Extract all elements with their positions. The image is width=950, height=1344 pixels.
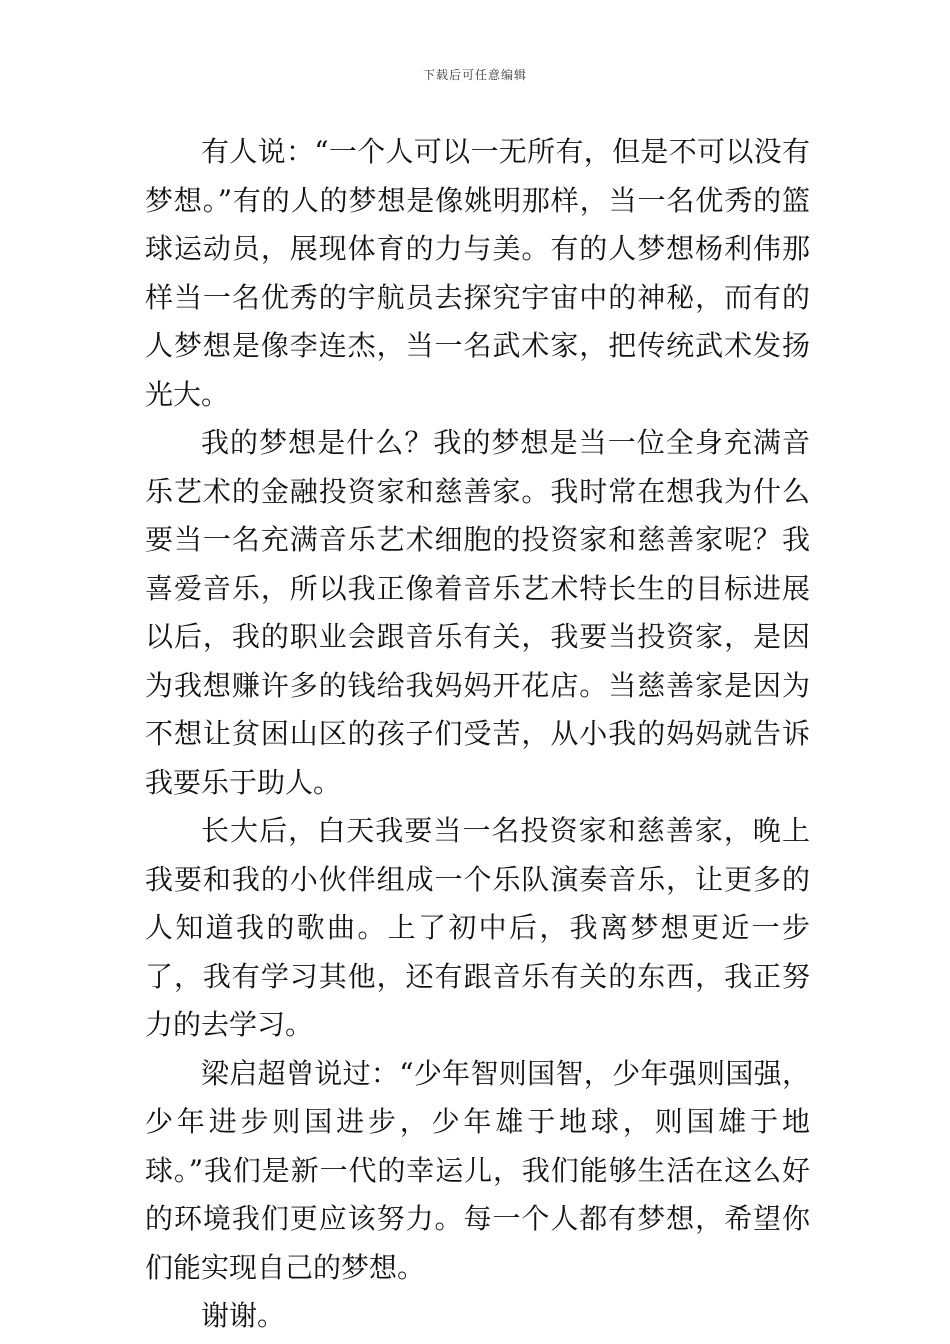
paragraph-5: 谢谢。: [201, 1299, 286, 1332]
paragraph-1: 有人说：“一个人可以一无所有，但是不可以没有梦想。”有的人的梦想是像姚明那样，当一名优秀的篮球运动员，展现体育的力与美。有的人梦想杨利伟那样当一名优秀的宇航员去探究宇宙中的神秘，而有的人梦想是像李连杰，当一名武术家，把传统武术发扬光大。: [145, 135, 810, 411]
paragraph-4: 梁启超曾说过：“少年智则国智，少年强则国强，少年进步则国进步，少年雄于地球，则国雄于地球。”我们是新一代的幸运儿，我们能够生活在这么好的环境我们更应该努力。每一个人都有梦想，希望你们能实现自己的梦想。: [145, 1056, 810, 1284]
page-header: 下载后可任意编辑: [422, 68, 527, 82]
paragraph-2: 我的梦想是什么？我的梦想是当一位全身充满音乐艺术的金融投资家和慈善家。我时常在想我为什么要当一名充满音乐艺术细胞的投资家和慈善家呢？我喜爱音乐，所以我正像着音乐艺术特长生的目标进展以后，我的职业会跟音乐有关，我要当投资家，是因为我想赚许多的钱给我妈妈开花店。当慈善家是因为不想让贫困山区的孩子们受苦，从小我的妈妈就告诉我要乐于助人。: [145, 426, 810, 799]
paragraph-3: 长大后，白天我要当一名投资家和慈善家，晚上我要和我的小伙伴组成一个乐队演奏音乐，让更多的人知道我的歌曲。上了初中后，我离梦想更近一步了，我有学习其他，还有跟音乐有关的东西，我正努力的去学习。: [145, 814, 810, 1041]
document-body: [145, 128, 810, 1341]
